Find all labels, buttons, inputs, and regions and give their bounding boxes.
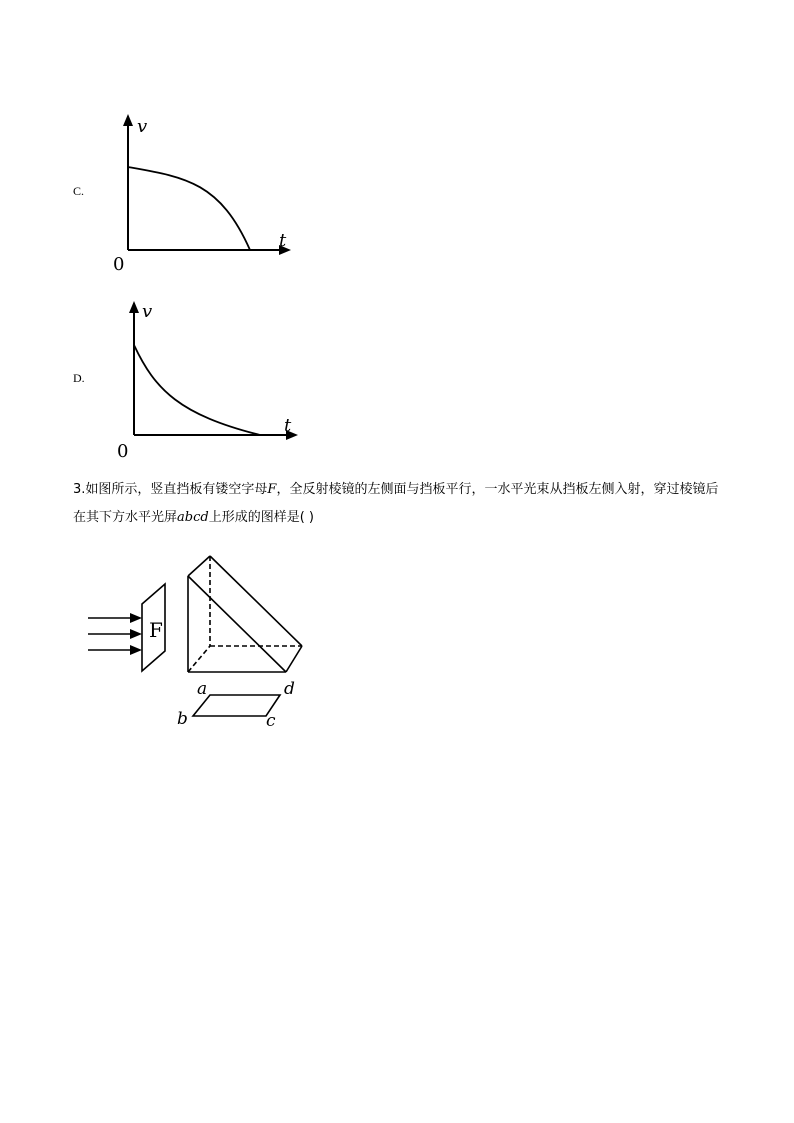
question-screen-name: abcd	[177, 510, 209, 525]
prism-figure	[80, 548, 320, 733]
label-b: b	[177, 709, 188, 729]
light-beam-arrows	[88, 613, 142, 655]
question-number: 3.	[73, 482, 86, 497]
origin-label: 0	[117, 441, 129, 460]
option-d-graph	[110, 295, 310, 460]
y-axis-label: v	[142, 301, 153, 322]
prism	[188, 556, 302, 672]
y-axis-label: v	[137, 116, 148, 137]
option-c-graph	[105, 110, 305, 275]
question-text-2: ，全反射棱镜的左侧面与挡板平行，一水平光束从挡板左侧入射，穿过棱镜后在其下方水平光屏	[73, 482, 719, 525]
label-d: d	[284, 679, 295, 699]
origin-label: 0	[113, 254, 125, 275]
question-text-3: 上形成的图样是( )	[208, 510, 314, 525]
option-d-label: D.	[73, 371, 85, 385]
x-axis-label: t	[284, 415, 292, 436]
y-axis-arrow	[129, 301, 139, 313]
v-t-curve	[134, 345, 260, 435]
option-c-label: C.	[73, 184, 85, 198]
question-letter: F	[267, 482, 277, 497]
y-axis-arrow	[123, 114, 133, 126]
question-text-1: 如图所示，竖直挡板有镂空字母	[85, 482, 268, 497]
x-axis-label: t	[279, 230, 287, 251]
question-3	[73, 476, 723, 532]
label-a: a	[197, 679, 208, 699]
label-c: c	[266, 711, 276, 731]
plate-letter: F	[149, 618, 163, 642]
v-t-curve	[128, 167, 250, 250]
